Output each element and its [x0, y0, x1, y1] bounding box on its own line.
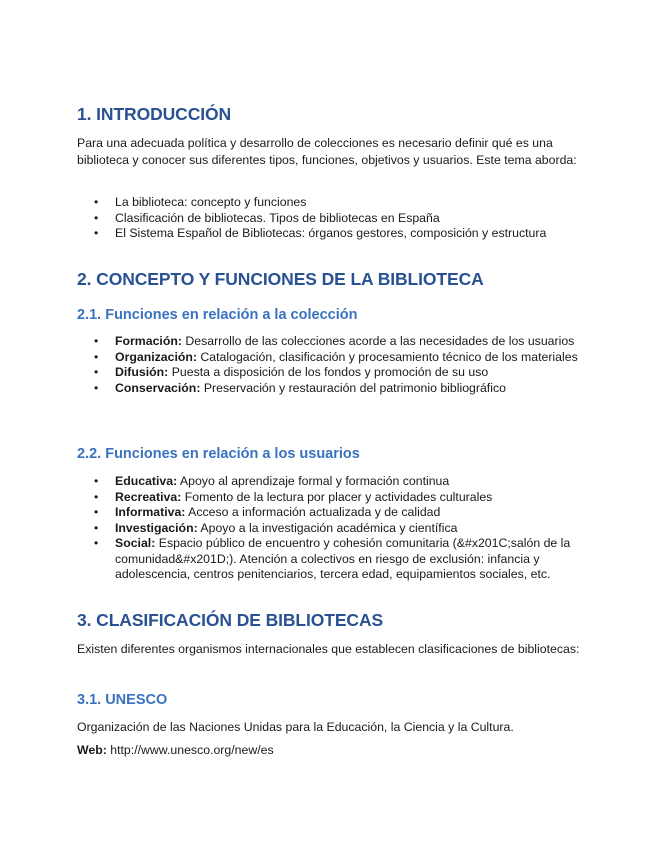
- bullet-icon: •: [94, 334, 99, 348]
- web-label: Web:: [77, 743, 107, 757]
- bullet-icon: •: [94, 536, 99, 550]
- bullet-icon: •: [94, 489, 99, 504]
- bullet-icon: •: [94, 349, 99, 364]
- term-label: Formación:: [115, 334, 182, 348]
- subsection-heading: 2.2. Funciones en relación a los usuarios: [77, 446, 360, 462]
- usuarios-list: [77, 474, 587, 583]
- unesco-paragraph-block: [77, 719, 587, 736]
- bullet-icon: •: [94, 226, 99, 240]
- list-item: • Difusión: Puesta a disposición de los fondos y promoción de su uso: [94, 365, 489, 379]
- list-item: • Conservación: Preservación y restauración del patrimonio bibliográfico: [94, 380, 506, 395]
- intro-list-block: [77, 195, 587, 242]
- term-label: Difusión:: [115, 365, 169, 379]
- intro-list: [77, 195, 587, 242]
- intro-paragraph-block: [77, 135, 587, 168]
- subsection-coleccion: [77, 306, 587, 325]
- list-item: • Informativa: Acceso a información actualizada y de calidad: [94, 505, 441, 519]
- subsection-heading: 3.1. UNESCO: [77, 692, 168, 708]
- subsection-heading: 2.1. Funciones en relación a la colección: [77, 307, 358, 323]
- term-label: Educativa:: [115, 474, 178, 488]
- bullet-icon: •: [94, 520, 99, 535]
- term-label: Social:: [115, 536, 156, 550]
- list-item: • Organización: Catalogación, clasificación y procesamiento técnico de los materiales: [94, 349, 578, 364]
- section-clasificacion: [77, 609, 587, 631]
- subsection-usuarios: [77, 445, 587, 464]
- web-link[interactable]: http://www.unesco.org/new/es: [106, 743, 274, 757]
- unesco-web-line: [77, 742, 587, 759]
- list-item: • Clasificación de bibliotecas. Tipos de bibliotecas en España: [94, 210, 440, 225]
- clasificacion-paragraph-block: [77, 641, 587, 658]
- list-item: • Educativa: Apoyo al aprendizaje formal y formación continua: [94, 474, 450, 488]
- list-item: • El Sistema Español de Bibliotecas: órganos gestores, composición y estructura: [94, 226, 547, 240]
- bullet-icon: •: [94, 210, 99, 225]
- section-heading: 1. INTRODUCCIÓN: [77, 104, 232, 124]
- clasificacion-paragraph: Existen diferentes organismos internacionales que establecen clasificaciones de bibliotecas:: [77, 642, 580, 656]
- intro-paragraph: Para una adecuada política y desarrollo de colecciones es necesario definir qué es una biblioteca y conocer sus diferentes tipos, funciones, objetivos y usuarios. Este tema aborda:: [77, 136, 577, 167]
- term-label: Investigación:: [115, 520, 198, 535]
- section-concepto: [77, 268, 587, 290]
- usuarios-list-block: [77, 474, 587, 583]
- list-item: • La biblioteca: concepto y funciones: [94, 195, 307, 209]
- bullet-icon: •: [94, 365, 99, 379]
- section-heading: 2. CONCEPTO Y FUNCIONES DE LA BIBLIOTECA: [77, 269, 484, 289]
- bullet-icon: •: [94, 474, 99, 488]
- bullet-icon: •: [94, 380, 99, 395]
- bullet-icon: •: [94, 195, 99, 209]
- list-item: • Recreativa: Fomento de la lectura por placer y actividades culturales: [94, 489, 493, 504]
- subsection-unesco: [77, 691, 587, 710]
- list-item: • Investigación: Apoyo a la investigación académica y científica: [94, 520, 458, 535]
- term-label: Organización:: [115, 349, 197, 364]
- unesco-paragraph: Organización de las Naciones Unidas para la Educación, la Ciencia y la Cultura.: [77, 720, 514, 734]
- term-label: Recreativa:: [115, 489, 182, 504]
- term-label: Informativa:: [115, 505, 186, 519]
- list-item: • Social: Espacio público de encuentro y cohesión comunitaria (&#x201C;salón de la comunidad&#x201D;). Atención a colectivos en riesgo de exclusión: infancia y adolescencia, centros penitenciarios, tercera edad, equipamientos sociales, etc.: [94, 536, 571, 581]
- section-introduccion: [77, 103, 587, 125]
- coleccion-list: [77, 334, 587, 396]
- bullet-icon: •: [94, 505, 99, 519]
- coleccion-list-block: [77, 334, 587, 396]
- term-label: Conservación:: [115, 380, 201, 395]
- section-heading: 3. CLASIFICACIÓN DE BIBLIOTECAS: [77, 610, 384, 630]
- list-item: • Formación: Desarrollo de las colecciones acorde a las necesidades de los usuarios: [94, 334, 575, 348]
- unesco-web-block: [77, 742, 587, 759]
